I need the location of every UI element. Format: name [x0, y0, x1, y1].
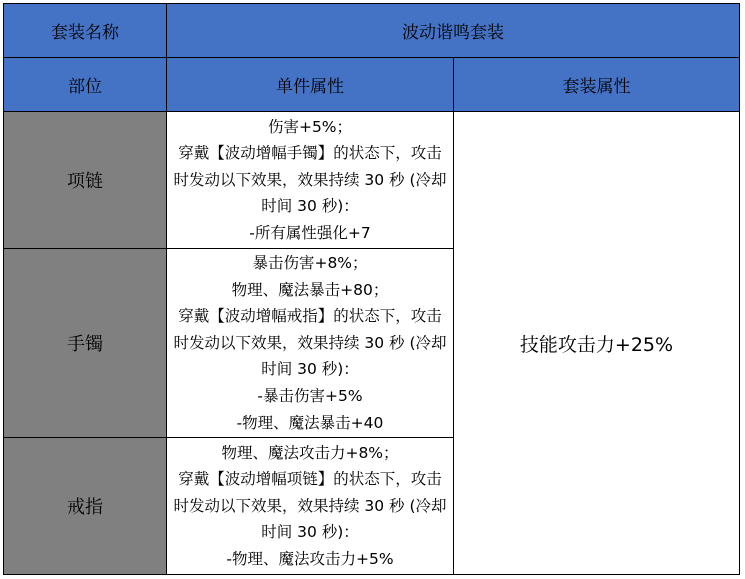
attr-line: 物理、魔法攻击力+8%； [221, 443, 399, 462]
attr-line: 时间 30 秒)： [261, 360, 359, 379]
attr-line: 暴击伤害+8%； [252, 254, 368, 272]
slot-cell-ring: 戒指 [4, 438, 167, 575]
set-name-cell: 波动谐鸣套装 [167, 4, 740, 58]
set-attribute-cell: 技能攻击力+25% [454, 112, 740, 575]
header-row [4, 4, 740, 58]
column-header-row [4, 58, 740, 112]
attr-line: 时发动以下效果，效果持续 30 秒 (冷却 [173, 496, 447, 515]
attr-cell-necklace [167, 112, 454, 249]
attr-cell-ring [167, 438, 454, 575]
column-header-set-attr: 套装属性 [454, 58, 740, 112]
table-row-necklace [4, 112, 740, 249]
attr-line: 物理、魔法暴击+80； [231, 280, 389, 299]
slot-cell-necklace: 项链 [4, 112, 167, 249]
set-attribute-table [3, 3, 740, 575]
attr-line: -物理、魔法暴击+40 [236, 413, 384, 432]
attr-line: 伤害+5%； [267, 117, 353, 136]
attr-line: 穿戴【波动增幅戒指】的状态下，攻击 [178, 307, 442, 326]
attr-line: -所有属性强化+7 [249, 223, 371, 242]
column-header-single-attr: 单件属性 [167, 58, 454, 112]
slot-cell-bracelet: 手镯 [4, 249, 167, 438]
attr-line: 穿戴【波动增幅手镯】的状态下，攻击 [178, 144, 442, 163]
column-header-slot: 部位 [4, 58, 167, 112]
attr-line: -物理、魔法攻击力+5% [226, 550, 394, 569]
attr-line: 穿戴【波动增幅项链】的状态下，攻击 [178, 470, 442, 489]
attr-line: 时发动以下效果，效果持续 30 秒 (冷却 [173, 170, 447, 189]
attr-line: -暴击伤害+5% [257, 386, 363, 405]
attr-line: 时发动以下效果，效果持续 30 秒 (冷却 [173, 333, 447, 352]
attr-line: 时间 30 秒)： [261, 523, 359, 542]
attr-cell-bracelet [167, 249, 454, 438]
set-name-label-cell: 套装名称 [4, 4, 167, 58]
attr-line: 时间 30 秒)： [261, 197, 359, 216]
